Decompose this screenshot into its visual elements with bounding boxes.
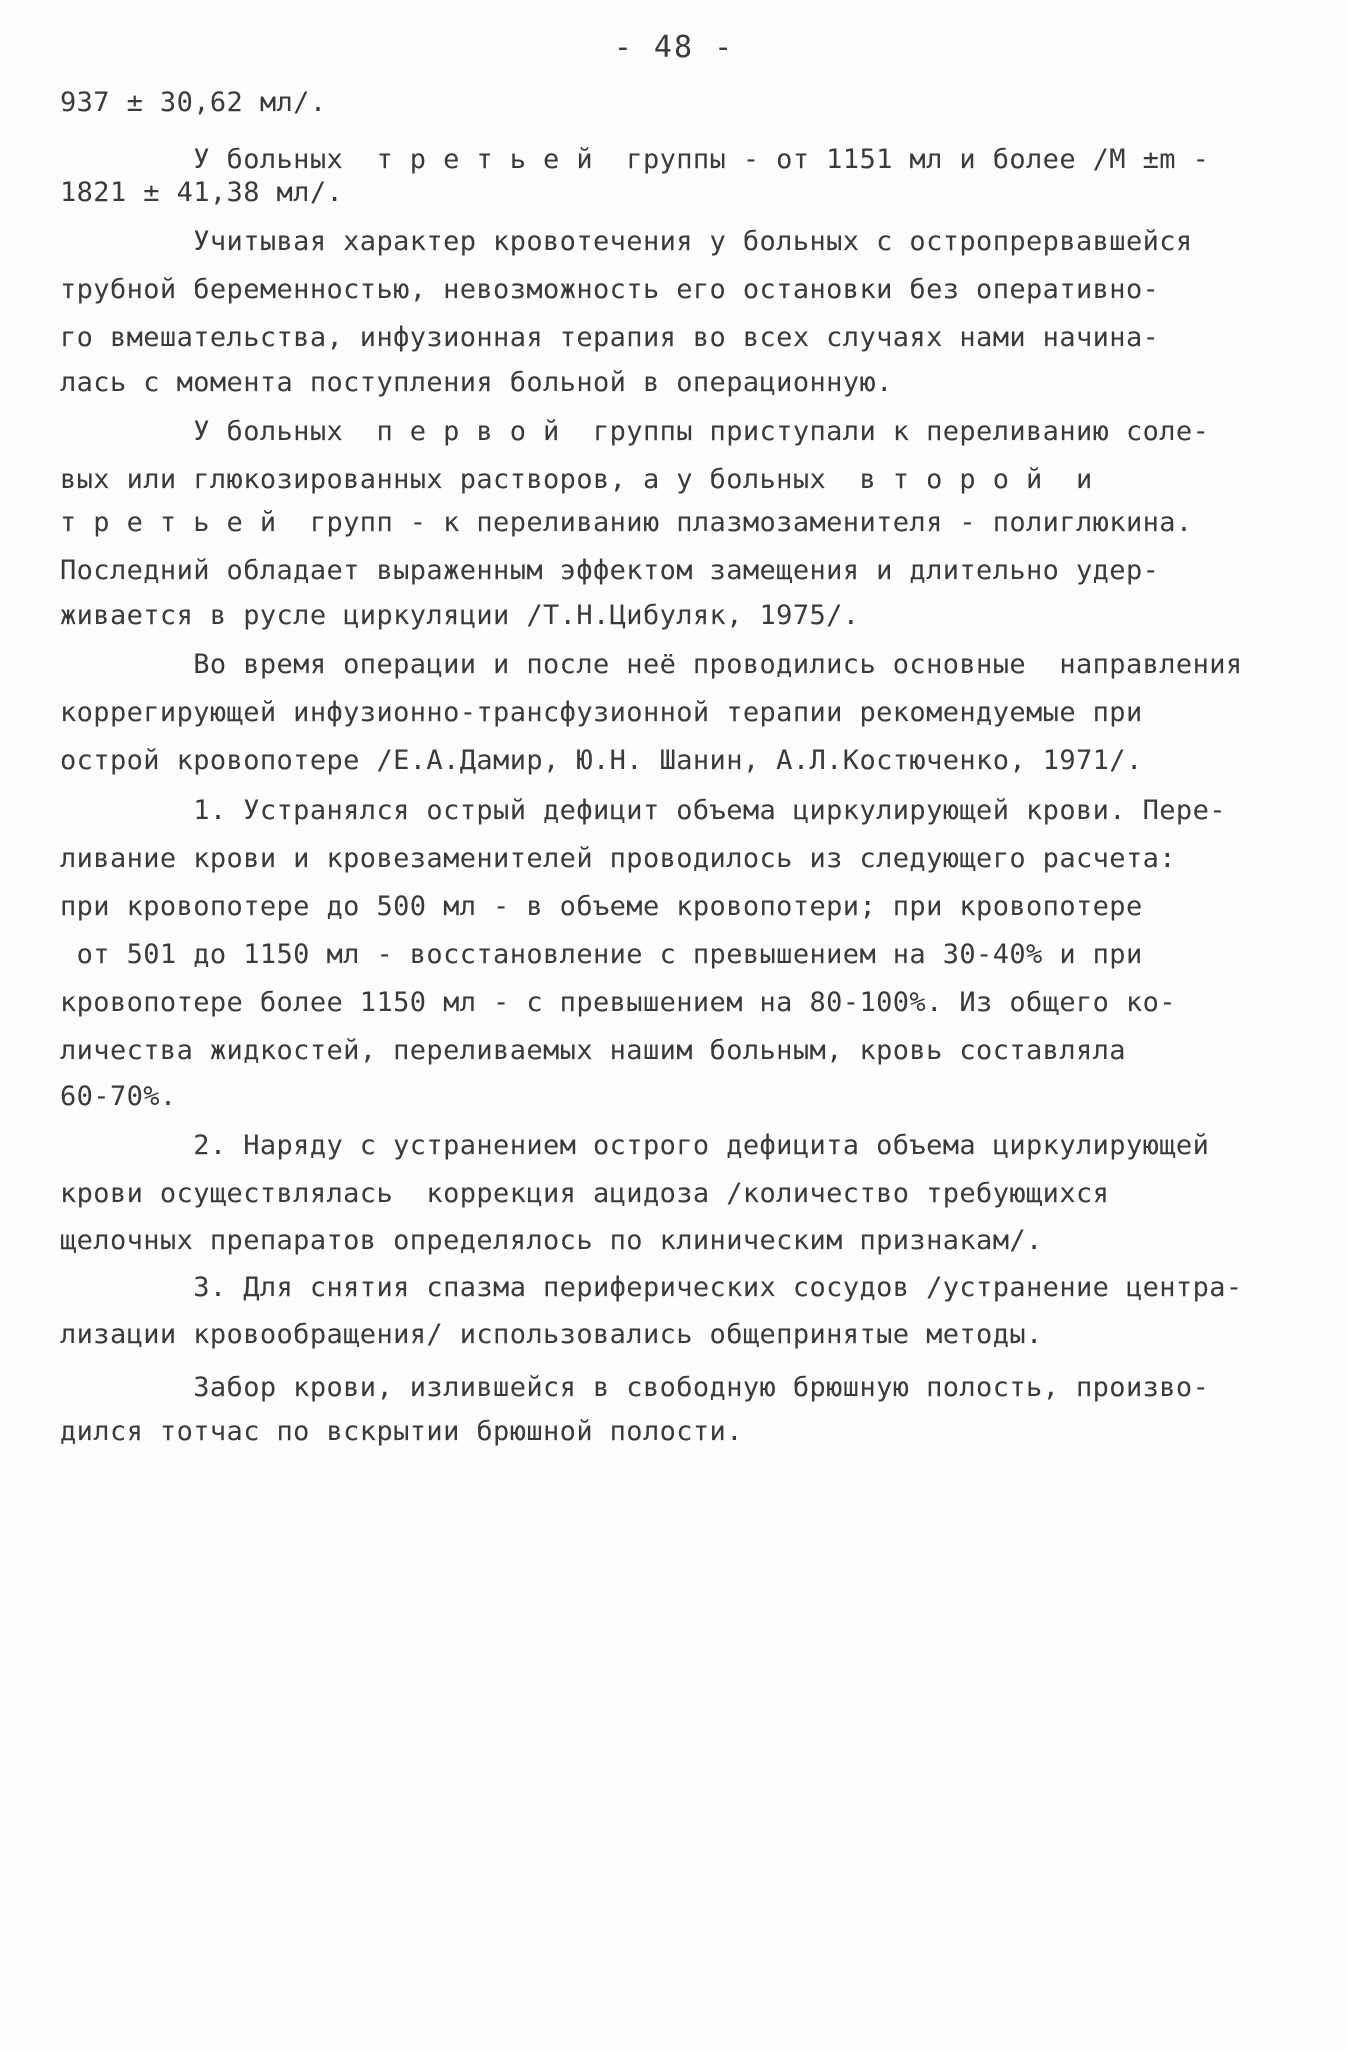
- text-line: Учитывая характер кровотечения у больных с остропрервавшейся: [60, 226, 1193, 257]
- text-line: острой кровопотере /Е.А.Дамир, Ю.Н. Шанин, А.Л.Костюченко, 1971/.: [60, 745, 1143, 776]
- text-line: т р е т ь е й групп - к переливанию плазмозаменителя - полиглюкина.: [60, 507, 1193, 538]
- text-line: У больных т р е т ь е й группы - от 1151 мл и более /M ±m -: [60, 144, 1210, 175]
- text-line: от 501 до 1150 мл - восстановление с превышением на 30-40% и при: [60, 939, 1143, 970]
- text-line: 1. Устранялся острый дефицит объема циркулирующей крови. Пере-: [60, 795, 1226, 826]
- text-line: Последний обладает выраженным эффектом замещения и длительно удер-: [60, 555, 1160, 586]
- text-line: Во время операции и после неё проводились основные направления: [60, 649, 1243, 680]
- text-line: 2. Наряду с устранением острого дефицита объема циркулирующей: [60, 1130, 1210, 1161]
- page-number: - 48 -: [613, 30, 735, 65]
- text-line: живается в русле циркуляции /Т.Н.Цибуляк, 1975/.: [60, 600, 860, 631]
- text-line: крови осуществлялась коррекция ацидоза /количество требующихся: [60, 1178, 1110, 1209]
- text-line: кровопотере более 1150 мл - с превышением на 80-100%. Из общего ко-: [60, 987, 1176, 1018]
- text-line: ливание крови и кровезаменителей проводилось из следующего расчета:: [60, 843, 1176, 874]
- text-line: 937 ± 30,62 мл/.: [60, 87, 327, 118]
- text-line: 60-70%.: [60, 1081, 177, 1112]
- text-line: щелочных препаратов определялось по клиническим признакам/.: [60, 1225, 1043, 1256]
- text-line: вых или глюкозированных растворов, а у больных в т о р о й и: [60, 464, 1093, 495]
- text-line: дился тотчас по вскрытии брюшной полости.: [60, 1416, 743, 1447]
- text-line: лизации кровообращения/ использовались общепринятые методы.: [60, 1319, 1043, 1350]
- text-line: У больных п е р в о й группы приступали к переливанию соле-: [60, 416, 1210, 447]
- text-line: лась с момента поступления больной в операционную.: [60, 367, 893, 398]
- text-line: личества жидкостей, переливаемых нашим больным, кровь составляла: [60, 1035, 1126, 1066]
- text-line: 1821 ± 41,38 мл/.: [60, 177, 344, 208]
- text-line: 3. Для снятия спазма периферических сосудов /устранение центра-: [60, 1272, 1243, 1303]
- text-line: го вмешательства, инфузионная терапия во всех случаях нами начина-: [60, 322, 1160, 353]
- text-line: трубной беременностью, невозможность его остановки без оперативно-: [60, 274, 1160, 305]
- text-line: коррегирующей инфузионно-трансфузионной терапии рекомендуемые при: [60, 697, 1143, 728]
- text-line: при кровопотере до 500 мл - в объеме кровопотери; при кровопотере: [60, 891, 1143, 922]
- text-line: Забор крови, излившейся в свободную брюшную полость, произво-: [60, 1372, 1210, 1403]
